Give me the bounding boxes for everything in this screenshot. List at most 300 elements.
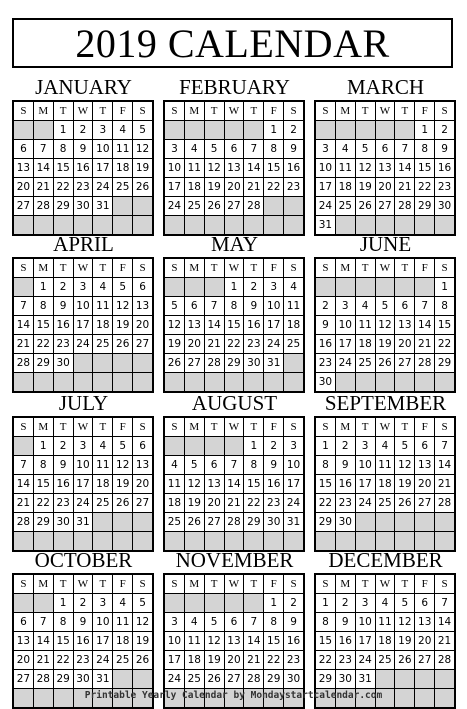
empty-cell [415,278,434,296]
day-cell: 27 [415,651,434,669]
day-cell: 18 [165,494,184,512]
day-cell: 30 [74,197,93,215]
weekday-header: T [54,575,73,593]
day-cell: 26 [113,335,132,353]
day-cell: 20 [415,632,434,650]
weekday-header: F [415,259,434,277]
weekday-header: S [435,259,454,277]
day-cell: 21 [205,335,224,353]
empty-cell [34,594,53,612]
empty-cell [395,670,414,688]
day-cell: 25 [376,494,395,512]
day-cell: 25 [93,335,112,353]
day-cell: 25 [376,651,395,669]
day-cell: 30 [244,354,263,372]
weekday-header: S [316,575,335,593]
day-cell: 28 [395,197,414,215]
day-cell: 7 [435,594,454,612]
day-cell: 26 [395,494,414,512]
month-name: DECEMBER [328,548,443,572]
day-cell: 16 [54,475,73,493]
day-cell: 24 [264,335,283,353]
day-cell: 13 [225,159,244,177]
empty-cell [205,278,224,296]
day-cell: 7 [14,456,33,474]
day-cell: 4 [376,594,395,612]
day-cell: 19 [133,632,152,650]
empty-cell [376,670,395,688]
month-name: JANUARY [35,75,132,99]
day-cell: 14 [435,456,454,474]
empty-cell [395,373,414,391]
day-cell: 27 [133,335,152,353]
month-may [163,233,306,393]
day-cell: 26 [165,354,184,372]
weekday-header: W [376,259,395,277]
day-cell: 1 [225,278,244,296]
weekday-header: T [356,418,375,436]
weekday-header: F [264,418,283,436]
day-cell: 5 [165,297,184,315]
weekday-header: W [376,575,395,593]
day-cell: 3 [356,437,375,455]
day-cell: 28 [34,197,53,215]
day-cell: 27 [225,670,244,688]
day-cell: 16 [74,632,93,650]
weekday-header: S [14,102,33,120]
empty-cell [165,216,184,234]
empty-cell [185,373,204,391]
day-cell: 18 [356,335,375,353]
empty-cell [165,121,184,139]
weekday-header: M [336,102,355,120]
weekday-header: S [14,259,33,277]
day-cell: 20 [205,494,224,512]
day-cell: 13 [395,316,414,334]
day-cell: 20 [185,335,204,353]
empty-cell [165,373,184,391]
empty-cell [376,373,395,391]
month-grid [163,573,305,709]
weekday-header: M [185,259,204,277]
day-cell: 14 [14,316,33,334]
day-cell: 13 [133,297,152,315]
day-cell: 23 [264,494,283,512]
day-cell: 30 [435,197,454,215]
empty-cell [93,513,112,531]
day-cell: 8 [34,297,53,315]
empty-cell [356,373,375,391]
day-cell: 30 [316,373,335,391]
empty-cell [133,513,152,531]
day-cell: 19 [205,651,224,669]
day-cell: 6 [376,140,395,158]
day-cell: 23 [284,178,303,196]
day-cell: 16 [54,316,73,334]
day-cell: 30 [54,513,73,531]
empty-cell [244,594,263,612]
month-september [314,392,457,552]
weekday-header: F [113,418,132,436]
day-cell: 22 [264,651,283,669]
month-november [163,549,306,709]
day-cell: 2 [54,278,73,296]
day-cell: 3 [93,121,112,139]
day-cell: 14 [244,632,263,650]
day-cell: 28 [225,513,244,531]
weekday-header: F [415,575,434,593]
day-cell: 31 [74,513,93,531]
empty-cell [93,373,112,391]
day-cell: 30 [336,670,355,688]
day-cell: 29 [415,197,434,215]
day-cell: 15 [54,159,73,177]
day-cell: 15 [264,159,283,177]
day-cell: 5 [205,613,224,631]
day-cell: 11 [113,140,132,158]
day-cell: 6 [133,278,152,296]
day-cell: 3 [74,437,93,455]
day-cell: 1 [54,121,73,139]
month-name: AUGUST [191,391,278,415]
day-cell: 19 [185,494,204,512]
day-cell: 21 [244,651,263,669]
day-cell: 18 [376,475,395,493]
day-cell: 8 [415,140,434,158]
day-cell: 2 [284,121,303,139]
day-cell: 10 [264,297,283,315]
empty-cell [284,354,303,372]
day-cell: 6 [185,297,204,315]
day-cell: 25 [356,354,375,372]
weekday-header: F [113,102,132,120]
day-cell: 18 [376,632,395,650]
empty-cell [244,121,263,139]
day-cell: 10 [74,297,93,315]
day-cell: 22 [264,178,283,196]
day-cell: 23 [74,651,93,669]
day-cell: 21 [244,178,263,196]
day-cell: 14 [244,159,263,177]
day-cell: 5 [356,140,375,158]
day-cell: 16 [284,159,303,177]
weekday-header: T [205,102,224,120]
day-cell: 5 [395,437,414,455]
day-cell: 17 [336,335,355,353]
day-cell: 9 [74,613,93,631]
empty-cell [356,278,375,296]
day-cell: 26 [205,670,224,688]
day-cell: 11 [93,297,112,315]
day-cell: 19 [165,335,184,353]
empty-cell [336,373,355,391]
day-cell: 9 [284,613,303,631]
month-grid [163,100,305,236]
weekday-header: F [264,259,283,277]
empty-cell [14,594,33,612]
weekday-header: S [316,418,335,436]
day-cell: 10 [356,456,375,474]
empty-cell [284,197,303,215]
day-cell: 17 [93,632,112,650]
weekday-header: F [415,418,434,436]
day-cell: 22 [225,335,244,353]
empty-cell [34,121,53,139]
day-cell: 2 [74,594,93,612]
day-cell: 2 [316,297,335,315]
empty-cell [435,373,454,391]
day-cell: 30 [264,513,283,531]
day-cell: 1 [415,121,434,139]
day-cell: 8 [54,140,73,158]
day-cell: 14 [14,475,33,493]
day-cell: 10 [284,456,303,474]
day-cell: 19 [113,316,132,334]
day-cell: 27 [185,354,204,372]
day-cell: 13 [415,456,434,474]
day-cell: 23 [435,178,454,196]
empty-cell [165,594,184,612]
day-cell: 10 [336,316,355,334]
day-cell: 1 [264,121,283,139]
empty-cell [264,197,283,215]
day-cell: 14 [415,316,434,334]
day-cell: 13 [14,632,33,650]
day-cell: 6 [14,613,33,631]
weekday-header: M [336,575,355,593]
weekday-header: S [435,102,454,120]
day-cell: 7 [244,613,263,631]
weekday-header: T [244,259,263,277]
day-cell: 5 [133,594,152,612]
month-name: APRIL [53,232,114,256]
day-cell: 7 [34,613,53,631]
day-cell: 24 [356,494,375,512]
day-cell: 12 [376,316,395,334]
day-cell: 22 [34,335,53,353]
empty-cell [165,278,184,296]
weekday-header: W [225,259,244,277]
empty-cell [356,513,375,531]
day-cell: 22 [316,651,335,669]
weekday-header: S [284,102,303,120]
day-cell: 12 [395,613,414,631]
day-cell: 6 [14,140,33,158]
day-cell: 6 [225,613,244,631]
month-december [314,549,457,709]
day-cell: 21 [395,178,414,196]
day-cell: 26 [205,197,224,215]
day-cell: 17 [93,159,112,177]
day-cell: 23 [316,354,335,372]
day-cell: 7 [415,297,434,315]
day-cell: 31 [316,216,335,234]
footer-credit: Printable Yearly Calendar by Mondaystartcalendar.com [84,690,383,701]
day-cell: 25 [113,651,132,669]
weekday-header: F [264,575,283,593]
day-cell: 25 [336,197,355,215]
empty-cell [395,513,414,531]
day-cell: 31 [93,197,112,215]
day-cell: 1 [54,594,73,612]
page-title: 2019 CALENDAR [12,18,453,68]
day-cell: 11 [376,613,395,631]
day-cell: 13 [14,159,33,177]
empty-cell [336,121,355,139]
day-cell: 15 [316,475,335,493]
day-cell: 6 [205,456,224,474]
day-cell: 30 [54,354,73,372]
day-cell: 12 [133,140,152,158]
day-cell: 31 [284,513,303,531]
weekday-header: T [244,575,263,593]
weekday-header: T [356,259,375,277]
day-cell: 23 [336,651,355,669]
weekday-header: S [435,418,454,436]
weekday-header: T [356,102,375,120]
weekday-header: F [264,102,283,120]
empty-cell [225,121,244,139]
day-cell: 22 [435,335,454,353]
day-cell: 29 [54,197,73,215]
weekday-header: F [415,102,434,120]
day-cell: 4 [113,121,132,139]
day-cell: 13 [205,475,224,493]
month-name: JUNE [359,232,412,256]
day-cell: 18 [336,178,355,196]
day-cell: 2 [284,594,303,612]
weekday-header: T [93,259,112,277]
day-cell: 4 [113,594,132,612]
weekday-header: M [336,259,355,277]
month-june [314,233,457,393]
day-cell: 21 [14,335,33,353]
day-cell: 9 [244,297,263,315]
weekday-header: W [225,102,244,120]
empty-cell [205,594,224,612]
day-cell: 18 [93,475,112,493]
day-cell: 25 [113,178,132,196]
day-cell: 8 [316,613,335,631]
day-cell: 11 [93,456,112,474]
day-cell: 24 [74,335,93,353]
empty-cell [113,354,132,372]
day-cell: 2 [74,121,93,139]
empty-cell [225,437,244,455]
day-cell: 3 [316,140,335,158]
day-cell: 18 [185,178,204,196]
weekday-header: W [225,575,244,593]
weekday-header: T [54,102,73,120]
day-cell: 30 [284,670,303,688]
day-cell: 12 [113,297,132,315]
day-cell: 22 [415,178,434,196]
day-cell: 26 [356,197,375,215]
day-cell: 23 [336,494,355,512]
day-cell: 11 [185,159,204,177]
empty-cell [395,278,414,296]
empty-cell [185,216,204,234]
month-name: SEPTEMBER [324,391,447,415]
day-cell: 22 [54,178,73,196]
empty-cell [14,121,33,139]
day-cell: 18 [113,632,132,650]
day-cell: 17 [165,178,184,196]
empty-cell [74,373,93,391]
day-cell: 2 [264,437,283,455]
weekday-header: S [435,575,454,593]
month-august [163,392,306,552]
empty-cell [113,513,132,531]
day-cell: 7 [34,140,53,158]
day-cell: 10 [74,456,93,474]
day-cell: 9 [336,613,355,631]
empty-cell [205,121,224,139]
day-cell: 14 [225,475,244,493]
day-cell: 17 [284,475,303,493]
day-cell: 22 [54,651,73,669]
day-cell: 9 [74,140,93,158]
day-cell: 3 [74,278,93,296]
day-cell: 20 [14,651,33,669]
empty-cell [435,216,454,234]
month-february [163,76,306,236]
day-cell: 5 [395,594,414,612]
day-cell: 13 [133,456,152,474]
day-cell: 14 [435,613,454,631]
empty-cell [336,278,355,296]
weekday-header: S [14,575,33,593]
month-grid [163,416,305,552]
day-cell: 27 [376,197,395,215]
day-cell: 25 [185,197,204,215]
day-cell: 17 [316,178,335,196]
empty-cell [316,121,335,139]
day-cell: 7 [435,437,454,455]
day-cell: 28 [244,197,263,215]
weekday-header: F [113,259,132,277]
weekday-header: T [244,102,263,120]
weekday-header: T [54,259,73,277]
day-cell: 31 [264,354,283,372]
day-cell: 15 [54,632,73,650]
day-cell: 5 [113,278,132,296]
month-name: NOVEMBER [175,548,294,572]
day-cell: 11 [356,316,375,334]
weekday-header: W [376,418,395,436]
day-cell: 11 [376,456,395,474]
day-cell: 14 [205,316,224,334]
day-cell: 29 [316,670,335,688]
day-cell: 20 [376,178,395,196]
weekday-header: M [34,575,53,593]
day-cell: 7 [225,456,244,474]
day-cell: 20 [133,316,152,334]
day-cell: 4 [185,613,204,631]
day-cell: 16 [316,335,335,353]
empty-cell [185,437,204,455]
day-cell: 30 [336,513,355,531]
month-grid [163,257,305,393]
month-grid [12,100,154,236]
day-cell: 4 [376,437,395,455]
day-cell: 28 [34,670,53,688]
day-cell: 7 [395,140,414,158]
day-cell: 22 [244,494,263,512]
day-cell: 28 [415,354,434,372]
day-cell: 28 [244,670,263,688]
day-cell: 8 [34,456,53,474]
